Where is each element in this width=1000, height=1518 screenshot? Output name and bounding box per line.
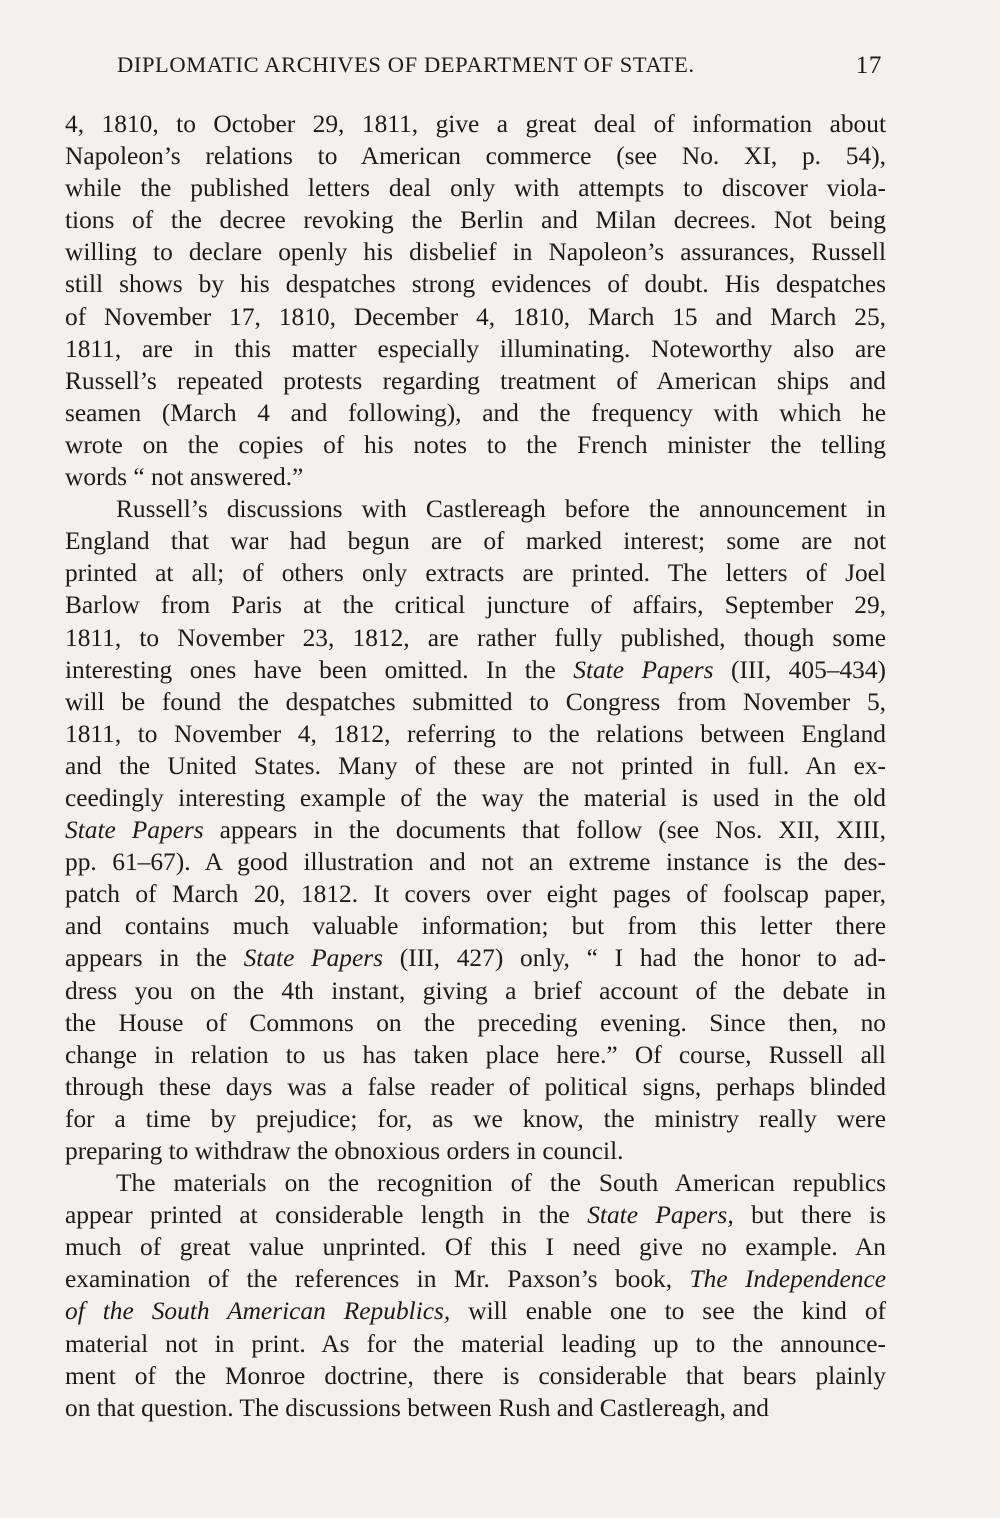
- text-line: [65, 493, 886, 525]
- text-segment: tions of the decree revoking the Berlin and Milan decrees. Not being: [65, 206, 886, 235]
- text-segment: examination of the references in Mr. Paxson’s book,: [65, 1265, 690, 1294]
- text-segment: England that war had begun are of marked interest; some are not: [65, 527, 886, 556]
- text-segment: preparing to withdraw the obnoxious orders in council.: [65, 1137, 624, 1165]
- text-segment: 1811, to November 23, 1812, are rather fully published, though some: [65, 623, 886, 652]
- text-line: [65, 975, 886, 1007]
- text-line: [65, 365, 886, 397]
- text-segment: ceedingly interesting example of the way the material is used in the old: [65, 783, 886, 812]
- body-text: [65, 108, 886, 1424]
- text-segment: interesting ones have been omitted. In the: [65, 655, 574, 684]
- text-line: [65, 204, 886, 236]
- text-segment: Barlow from Paris at the critical juncture of affairs, September 29,: [65, 591, 886, 620]
- text-segment: change in relation to us has taken place here.” Of course, Russell all: [65, 1040, 886, 1069]
- text-line: [65, 172, 886, 204]
- italic-title: State Papers: [243, 944, 384, 973]
- text-segment: the House of Commons on the preceding evening. Since then, no: [65, 1008, 886, 1037]
- text-segment: while the published letters deal only with attempts to discover viola-: [65, 174, 886, 203]
- text-segment: printed at all; of others only extracts are printed. The letters of Joel: [65, 559, 886, 588]
- text-line: [65, 333, 886, 365]
- text-line: [65, 268, 886, 300]
- text-line: [65, 686, 886, 718]
- text-line: [65, 782, 886, 814]
- text-segment: on that question. The discussions between Rush and Castlereagh, and: [65, 1393, 769, 1422]
- text-line: [65, 878, 886, 910]
- text-line: [65, 461, 886, 493]
- italic-title: of the South American Republics,: [65, 1297, 451, 1326]
- page-number: 17: [855, 52, 882, 79]
- text-segment: (III, 405–434): [713, 655, 886, 684]
- text-segment: Napoleon’s relations to American commerce (see No. XI, p. 54),: [65, 142, 886, 171]
- page-header: [117, 52, 882, 86]
- text-line: [65, 1295, 886, 1327]
- text-segment: but there is: [733, 1201, 886, 1230]
- text-line: [65, 942, 886, 974]
- text-segment: appears in the documents that follow (see Nos. XII, XIII,: [203, 816, 886, 845]
- text-line: [65, 1039, 886, 1071]
- text-line: [65, 236, 886, 268]
- text-segment: material not in print. As for the material leading up to the announce-: [65, 1329, 886, 1358]
- text-segment: and contains much valuable information; but from this letter there: [65, 912, 886, 941]
- text-line: [65, 301, 886, 333]
- text-line: [65, 1135, 886, 1167]
- text-segment: of November 17, 1810, December 4, 1810, March 15 and March 25,: [65, 302, 886, 331]
- text-segment: 4, 1810, to October 29, 1811, give a great deal of information about: [65, 110, 886, 138]
- text-line: [65, 108, 886, 140]
- text-line: [65, 622, 886, 654]
- running-title: DIPLOMATIC ARCHIVES OF DEPARTMENT OF STATE.: [117, 52, 695, 77]
- text-segment: The materials on the recognition of the South American republics: [116, 1169, 886, 1198]
- italic-title: The Independence: [689, 1265, 886, 1294]
- text-segment: seamen (March 4 and following), and the frequency with which he: [65, 398, 886, 427]
- text-line: [65, 1103, 886, 1135]
- text-segment: dress you on the 4th instant, giving a brief account of the debate in: [65, 976, 886, 1005]
- text-segment: patch of March 20, 1812. It covers over eight pages of foolscap paper,: [65, 880, 886, 909]
- text-line: [65, 1167, 886, 1199]
- text-segment: and the United States. Many of these are not printed in full. An ex-: [65, 751, 886, 780]
- text-line: [65, 1071, 886, 1103]
- text-line: [65, 1263, 886, 1295]
- text-line: [65, 525, 886, 557]
- text-segment: 1811, are in this matter especially illuminating. Noteworthy also are: [65, 334, 886, 363]
- text-segment: will enable one to see the kind of: [450, 1297, 886, 1326]
- text-segment: willing to declare openly his disbelief in Napoleon’s assurances, Russell: [65, 238, 886, 267]
- text-line: [65, 397, 886, 429]
- text-segment: 1811, to November 4, 1812, referring to the relations between England: [65, 719, 886, 748]
- text-line: [65, 814, 886, 846]
- text-line: [65, 1360, 886, 1392]
- text-line: [65, 846, 886, 878]
- text-segment: still shows by his despatches strong evidences of doubt. His despatches: [65, 270, 886, 299]
- italic-title: State Papers: [573, 655, 714, 684]
- text-line: [65, 140, 886, 172]
- text-segment: (III, 427) only, “ I had the honor to ad-: [383, 944, 886, 973]
- text-line: [65, 654, 886, 686]
- text-segment: ment of the Monroe doctrine, there is considerable that bears plainly: [65, 1361, 886, 1390]
- text-line: [65, 750, 886, 782]
- text-line: [65, 1328, 886, 1360]
- text-segment: appear printed at considerable length in the: [65, 1201, 588, 1230]
- text-segment: for a time by prejudice; for, as we know, the ministry really were: [65, 1104, 886, 1133]
- text-line: [65, 429, 886, 461]
- text-line: [65, 1007, 886, 1039]
- text-segment: will be found the despatches submitted to Congress from November 5,: [65, 687, 886, 716]
- text-segment: Russell’s repeated protests regarding treatment of American ships and: [65, 366, 886, 395]
- text-line: [65, 1392, 886, 1424]
- text-segment: Russell’s discussions with Castlereagh before the announcement in: [116, 495, 886, 524]
- text-segment: appears in the: [65, 944, 244, 973]
- text-line: [65, 589, 886, 621]
- text-segment: pp. 61–67). A good illustration and not an extreme instance is the des-: [65, 848, 886, 877]
- text-line: [65, 1231, 886, 1263]
- text-line: [65, 557, 886, 589]
- text-line: [65, 718, 886, 750]
- text-segment: wrote on the copies of his notes to the French minister the telling: [65, 430, 886, 459]
- italic-title: State Papers: [65, 816, 204, 845]
- text-segment: through these days was a false reader of political signs, perhaps blinded: [65, 1072, 886, 1101]
- text-line: [65, 1199, 886, 1231]
- italic-title: State Papers,: [587, 1201, 734, 1230]
- text-segment: much of great value unprinted. Of this I need give no example. An: [65, 1233, 886, 1262]
- text-segment: words “ not answered.”: [65, 463, 304, 492]
- text-line: [65, 910, 886, 942]
